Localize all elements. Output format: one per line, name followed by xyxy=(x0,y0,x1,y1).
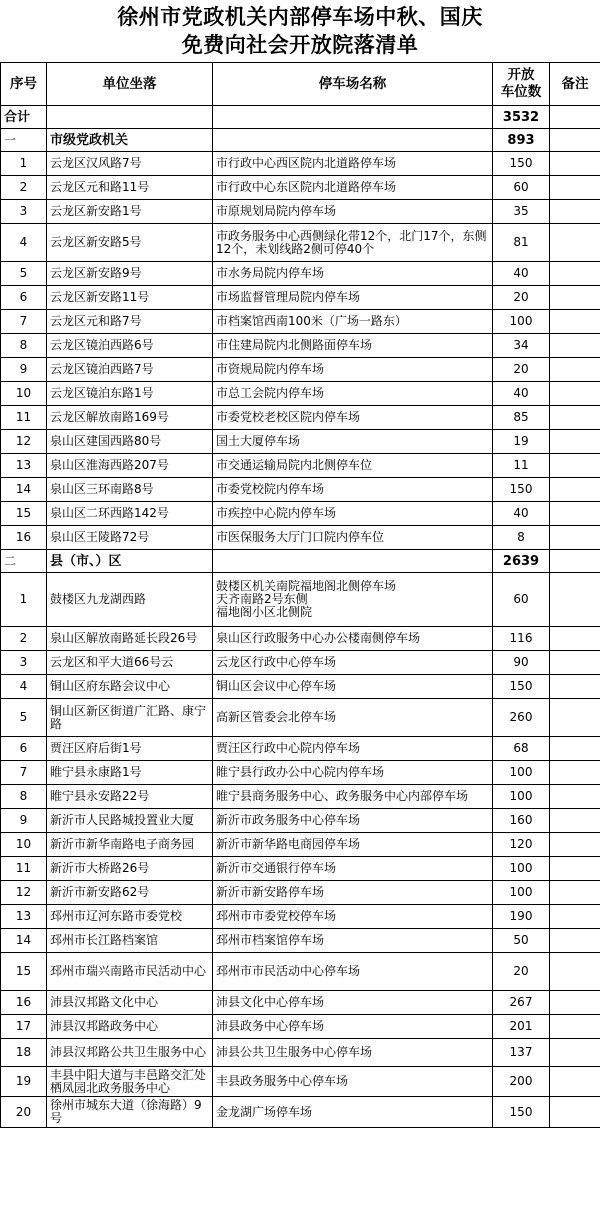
table-row xyxy=(1,833,600,857)
row-parking-name: 国土大厦停车场 xyxy=(213,430,493,454)
table-body xyxy=(1,106,600,1128)
row-seats: 40 xyxy=(493,262,550,286)
header-unit: 单位坐落 xyxy=(47,63,213,106)
row-parking-name: 邳州市市委党校停车场 xyxy=(213,905,493,929)
row-seats: 260 xyxy=(493,699,550,737)
row-seats: 100 xyxy=(493,761,550,785)
section-number: 一 xyxy=(1,129,47,152)
row-number: 6 xyxy=(1,737,47,761)
row-note xyxy=(550,809,600,833)
row-unit-location: 云龙区元和路7号 xyxy=(47,310,213,334)
row-number: 15 xyxy=(1,953,47,991)
row-seats: 267 xyxy=(493,991,550,1015)
row-number: 3 xyxy=(1,651,47,675)
table-row xyxy=(1,809,600,833)
row-seats: 50 xyxy=(493,929,550,953)
row-note xyxy=(550,833,600,857)
table-row xyxy=(1,334,600,358)
row-number: 11 xyxy=(1,406,47,430)
row-parking-name: 铜山区会议中心停车场 xyxy=(213,675,493,699)
row-seats: 150 xyxy=(493,1097,550,1128)
row-unit-location: 泉山区解放南路延长段26号 xyxy=(47,627,213,651)
table-row xyxy=(1,675,600,699)
row-parking-name: 沛县文化中心停车场 xyxy=(213,991,493,1015)
row-unit-location: 泉山区二环西路142号 xyxy=(47,502,213,526)
table-row xyxy=(1,929,600,953)
row-parking-name: 市档案馆西南100米（广场一路东） xyxy=(213,310,493,334)
row-parking-name: 沛县政务中心停车场 xyxy=(213,1015,493,1039)
row-parking-name: 市委党校院内停车场 xyxy=(213,478,493,502)
header-note: 备注 xyxy=(550,63,600,106)
row-number: 1 xyxy=(1,152,47,176)
row-note xyxy=(550,1067,600,1097)
table-row xyxy=(1,761,600,785)
row-unit-location: 睢宁县永安路22号 xyxy=(47,785,213,809)
row-unit-location: 云龙区镜泊西路7号 xyxy=(47,358,213,382)
table-row xyxy=(1,310,600,334)
row-note xyxy=(550,651,600,675)
row-number: 19 xyxy=(1,1067,47,1097)
row-seats: 200 xyxy=(493,1067,550,1097)
table-row xyxy=(1,152,600,176)
table-row xyxy=(1,478,600,502)
header-seats xyxy=(493,63,550,106)
section-seats: 2639 xyxy=(493,550,550,573)
table-row xyxy=(1,881,600,905)
row-seats: 8 xyxy=(493,526,550,550)
row-parking-name: 新沂市新安路停车场 xyxy=(213,881,493,905)
row-unit-location: 邳州市长江路档案馆 xyxy=(47,929,213,953)
row-unit-location: 邳州市瑞兴南路市民活动中心 xyxy=(47,953,213,991)
row-seats: 20 xyxy=(493,953,550,991)
row-number: 12 xyxy=(1,430,47,454)
row-number: 7 xyxy=(1,761,47,785)
row-number: 11 xyxy=(1,857,47,881)
row-unit-location: 鼓楼区九龙湖西路 xyxy=(47,573,213,627)
row-number: 13 xyxy=(1,454,47,478)
table-row xyxy=(1,526,600,550)
row-seats: 150 xyxy=(493,152,550,176)
total-row xyxy=(1,106,600,129)
row-parking-name: 邳州市档案馆停车场 xyxy=(213,929,493,953)
row-unit-location: 新沂市新华南路电子商务园 xyxy=(47,833,213,857)
row-note xyxy=(550,502,600,526)
row-note xyxy=(550,905,600,929)
table-row xyxy=(1,785,600,809)
row-unit-location: 沛县汉邦路文化中心 xyxy=(47,991,213,1015)
row-note xyxy=(550,262,600,286)
row-seats: 35 xyxy=(493,200,550,224)
row-seats: 85 xyxy=(493,406,550,430)
row-number: 6 xyxy=(1,286,47,310)
row-note xyxy=(550,224,600,262)
row-parking-name: 市资规局院内停车场 xyxy=(213,358,493,382)
row-note xyxy=(550,286,600,310)
row-unit-location: 云龙区解放南路169号 xyxy=(47,406,213,430)
row-note xyxy=(550,627,600,651)
row-note xyxy=(550,699,600,737)
row-number: 13 xyxy=(1,905,47,929)
row-parking-name: 新沂市新华路电商园停车场 xyxy=(213,833,493,857)
row-note xyxy=(550,953,600,991)
row-number: 20 xyxy=(1,1097,47,1128)
row-note xyxy=(550,478,600,502)
row-number: 14 xyxy=(1,478,47,502)
row-note xyxy=(550,857,600,881)
row-note xyxy=(550,430,600,454)
row-parking-name: 市行政中心东区院内北道路停车场 xyxy=(213,176,493,200)
row-unit-location: 徐州市城东大道（徐海路）9号 xyxy=(47,1097,213,1128)
table-row xyxy=(1,651,600,675)
row-note xyxy=(550,454,600,478)
row-parking-name: 市医保服务大厅门口院内停车位 xyxy=(213,526,493,550)
row-unit-location: 睢宁县永康路1号 xyxy=(47,761,213,785)
row-seats: 60 xyxy=(493,573,550,627)
row-unit-location: 邳州市辽河东路市委党校 xyxy=(47,905,213,929)
row-seats: 120 xyxy=(493,833,550,857)
row-unit-location: 云龙区镜泊西路6号 xyxy=(47,334,213,358)
row-number: 4 xyxy=(1,224,47,262)
row-unit-location: 云龙区新安路11号 xyxy=(47,286,213,310)
row-seats: 60 xyxy=(493,176,550,200)
row-seats: 100 xyxy=(493,785,550,809)
row-unit-location: 泉山区建国西路80号 xyxy=(47,430,213,454)
row-parking-name: 市行政中心西区院内北道路停车场 xyxy=(213,152,493,176)
row-unit-location: 云龙区新安路5号 xyxy=(47,224,213,262)
row-note xyxy=(550,310,600,334)
row-number: 10 xyxy=(1,833,47,857)
row-parking-name: 市委党校老校区院内停车场 xyxy=(213,406,493,430)
row-unit-location: 云龙区新安路1号 xyxy=(47,200,213,224)
row-note xyxy=(550,334,600,358)
table-header-row xyxy=(1,63,600,106)
row-unit-location: 丰县中阳大道与丰邑路交汇处栖凤园北政务服务中心 xyxy=(47,1067,213,1097)
row-note xyxy=(550,152,600,176)
row-unit-location: 铜山区新区街道广汇路、康宁路 xyxy=(47,699,213,737)
row-note xyxy=(550,785,600,809)
row-number: 16 xyxy=(1,526,47,550)
table-row xyxy=(1,1015,600,1039)
table-row xyxy=(1,200,600,224)
row-note xyxy=(550,1097,600,1128)
row-note xyxy=(550,1015,600,1039)
table-row xyxy=(1,699,600,737)
row-note xyxy=(550,573,600,627)
header-parking: 停车场名称 xyxy=(213,63,493,106)
row-unit-location: 泉山区王陵路72号 xyxy=(47,526,213,550)
row-parking-name: 金龙湖广场停车场 xyxy=(213,1097,493,1128)
row-seats: 68 xyxy=(493,737,550,761)
row-parking-name: 邳州市市民活动中心停车场 xyxy=(213,953,493,991)
row-parking-name: 泉山区行政服务中心办公楼南侧停车场 xyxy=(213,627,493,651)
row-unit-location: 铜山区府东路会议中心 xyxy=(47,675,213,699)
header-no: 序号 xyxy=(1,63,47,106)
row-note xyxy=(550,200,600,224)
table-row xyxy=(1,1067,600,1097)
header-seats-line2: 车位数 xyxy=(500,84,542,100)
table-row xyxy=(1,406,600,430)
row-number: 9 xyxy=(1,358,47,382)
section-number: 二 xyxy=(1,550,47,573)
row-seats: 20 xyxy=(493,358,550,382)
row-parking-name: 沛县公共卫生服务中心停车场 xyxy=(213,1039,493,1067)
row-parking-name: 市住建局院内北侧路面停车场 xyxy=(213,334,493,358)
row-number: 9 xyxy=(1,809,47,833)
table-row xyxy=(1,953,600,991)
row-seats: 81 xyxy=(493,224,550,262)
section-row xyxy=(1,129,600,152)
table-row xyxy=(1,176,600,200)
table-row xyxy=(1,430,600,454)
table-row xyxy=(1,502,600,526)
table-row xyxy=(1,573,600,627)
table-row xyxy=(1,454,600,478)
table-row xyxy=(1,627,600,651)
page-title-line2: 免费向社会开放院落清单 xyxy=(181,32,419,57)
row-unit-location: 云龙区汉风路7号 xyxy=(47,152,213,176)
row-seats: 150 xyxy=(493,478,550,502)
row-parking-name: 新沂市政务服务中心停车场 xyxy=(213,809,493,833)
row-parking-name: 市场监督管理局院内停车场 xyxy=(213,286,493,310)
row-parking-name: 云龙区行政中心停车场 xyxy=(213,651,493,675)
row-seats: 190 xyxy=(493,905,550,929)
row-number: 5 xyxy=(1,262,47,286)
table-row xyxy=(1,737,600,761)
row-unit-location: 云龙区新安路9号 xyxy=(47,262,213,286)
row-seats: 160 xyxy=(493,809,550,833)
row-number: 18 xyxy=(1,1039,47,1067)
row-number: 14 xyxy=(1,929,47,953)
row-unit-location: 泉山区三环南路8号 xyxy=(47,478,213,502)
row-note xyxy=(550,382,600,406)
row-seats: 90 xyxy=(493,651,550,675)
table-row xyxy=(1,1039,600,1067)
row-unit-location: 云龙区和平大道66号云 xyxy=(47,651,213,675)
table-row xyxy=(1,382,600,406)
table-row xyxy=(1,286,600,310)
row-number: 16 xyxy=(1,991,47,1015)
row-number: 2 xyxy=(1,627,47,651)
row-seats: 137 xyxy=(493,1039,550,1067)
row-seats: 100 xyxy=(493,857,550,881)
row-parking-name: 市水务局院内停车场 xyxy=(213,262,493,286)
row-seats: 19 xyxy=(493,430,550,454)
table-row xyxy=(1,857,600,881)
row-number: 3 xyxy=(1,200,47,224)
row-number: 1 xyxy=(1,573,47,627)
row-note xyxy=(550,358,600,382)
row-seats: 34 xyxy=(493,334,550,358)
row-seats: 20 xyxy=(493,286,550,310)
table-row xyxy=(1,358,600,382)
row-parking-name: 市原规划局院内停车场 xyxy=(213,200,493,224)
row-parking-name: 高新区管委会北停车场 xyxy=(213,699,493,737)
section-name: 县（市、）区 xyxy=(47,550,213,573)
row-number: 17 xyxy=(1,1015,47,1039)
row-unit-location: 贾汪区府后街1号 xyxy=(47,737,213,761)
row-number: 15 xyxy=(1,502,47,526)
row-parking-name: 贾汪区行政中心院内停车场 xyxy=(213,737,493,761)
row-number: 5 xyxy=(1,699,47,737)
page-title-line1: 徐州市党政机关内部停车场中秋、国庆 xyxy=(117,4,483,29)
row-seats: 116 xyxy=(493,627,550,651)
row-note xyxy=(550,737,600,761)
row-note xyxy=(550,675,600,699)
total-seats: 3532 xyxy=(493,106,550,129)
row-number: 4 xyxy=(1,675,47,699)
row-note xyxy=(550,761,600,785)
row-note xyxy=(550,176,600,200)
row-number: 7 xyxy=(1,310,47,334)
section-name: 市级党政机关 xyxy=(47,129,213,152)
row-parking-name: 丰县政务服务中心停车场 xyxy=(213,1067,493,1097)
section-seats: 893 xyxy=(493,129,550,152)
header-seats-line1: 开放 xyxy=(507,67,535,83)
row-parking-name: 市政务服务中心西侧绿化带12个，北门17个，东侧12个，未划线路2侧可停40个 xyxy=(213,224,493,262)
row-note xyxy=(550,1039,600,1067)
row-note xyxy=(550,406,600,430)
row-parking-name: 睢宁县行政办公中心院内停车场 xyxy=(213,761,493,785)
row-parking-name: 市总工会院内停车场 xyxy=(213,382,493,406)
parking-table xyxy=(0,62,600,1128)
row-seats: 201 xyxy=(493,1015,550,1039)
row-seats: 11 xyxy=(493,454,550,478)
title-block xyxy=(0,0,600,62)
table-row xyxy=(1,224,600,262)
table-row xyxy=(1,991,600,1015)
row-parking-name: 新沂市交通银行停车场 xyxy=(213,857,493,881)
row-unit-location: 新沂市新安路62号 xyxy=(47,881,213,905)
row-parking-name: 鼓楼区机关南院福地阁北侧停车场 天齐南路2号东侧 福地阁小区北侧院 xyxy=(213,573,493,627)
row-parking-name: 市交通运输局院内北侧停车位 xyxy=(213,454,493,478)
row-number: 10 xyxy=(1,382,47,406)
row-note xyxy=(550,929,600,953)
row-unit-location: 云龙区镜泊东路1号 xyxy=(47,382,213,406)
row-seats: 150 xyxy=(493,675,550,699)
row-note xyxy=(550,881,600,905)
table-row xyxy=(1,905,600,929)
row-number: 12 xyxy=(1,881,47,905)
section-row xyxy=(1,550,600,573)
row-unit-location: 沛县汉邦路政务中心 xyxy=(47,1015,213,1039)
row-unit-location: 新沂市大桥路26号 xyxy=(47,857,213,881)
row-unit-location: 沛县汉邦路公共卫生服务中心 xyxy=(47,1039,213,1067)
row-unit-location: 云龙区元和路11号 xyxy=(47,176,213,200)
row-note xyxy=(550,991,600,1015)
row-seats: 100 xyxy=(493,881,550,905)
row-seats: 40 xyxy=(493,502,550,526)
row-number: 2 xyxy=(1,176,47,200)
row-parking-name: 市疾控中心院内停车场 xyxy=(213,502,493,526)
row-parking-name: 睢宁县商务服务中心、政务服务中心内部停车场 xyxy=(213,785,493,809)
row-unit-location: 新沂市人民路城投置业大厦 xyxy=(47,809,213,833)
row-unit-location: 泉山区淮海西路207号 xyxy=(47,454,213,478)
row-note xyxy=(550,526,600,550)
row-number: 8 xyxy=(1,785,47,809)
table-row xyxy=(1,262,600,286)
table-row xyxy=(1,1097,600,1128)
row-seats: 100 xyxy=(493,310,550,334)
row-seats: 40 xyxy=(493,382,550,406)
total-label: 合计 xyxy=(1,106,47,129)
row-number: 8 xyxy=(1,334,47,358)
